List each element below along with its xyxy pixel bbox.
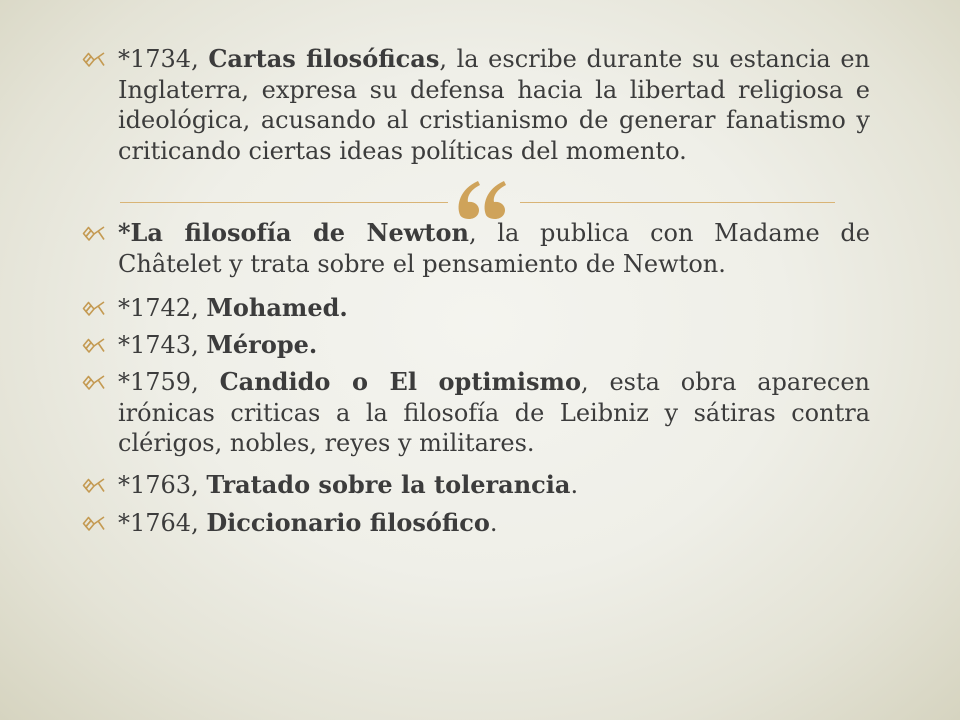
quill-bullet-icon — [82, 337, 106, 353]
double-quote-ornament-icon — [452, 175, 514, 221]
divider-rule-right — [520, 202, 835, 203]
quill-bullet-icon — [82, 51, 106, 67]
list-item — [118, 508, 870, 539]
quill-bullet-icon — [82, 300, 106, 316]
list-item — [118, 367, 870, 459]
list-item — [118, 330, 870, 361]
item-5-text: *1759, Candido o El optimismo, esta obra aparecen irónicas criticas a la filosofía de Leibniz y sátiras contra clérigos, nobles, reyes y militares. — [118, 367, 870, 457]
quill-bullet-icon — [82, 477, 106, 493]
quill-bullet-icon — [82, 225, 106, 241]
item-3-text: *1742, Mohamed. — [118, 293, 348, 322]
item-2-text: *La filosofía de Newton, la publica con Madame de Châtelet y trata sobre el pensamiento de Newton. — [118, 218, 870, 278]
divider-rule-left — [120, 202, 448, 203]
quill-bullet-icon — [82, 374, 106, 390]
quill-bullet-icon — [82, 515, 106, 531]
item-7-text: *1764, Diccionario filosófico. — [118, 508, 498, 537]
item-1-text: *1734, Cartas filosóficas, la escribe durante su estancia en Inglaterra, expresa su defensa hacia la libertad religiosa e ideológica, acusando al cristianismo de generar fanatismo y criticando ciertas ideas políticas del momento. — [118, 44, 870, 165]
item-4-text: *1743, Mérope. — [118, 330, 318, 359]
list-item — [118, 293, 870, 324]
list-item — [118, 470, 870, 501]
list-item — [118, 44, 870, 166]
item-6-text: *1763, Tratado sobre la tolerancia. — [118, 470, 579, 499]
list-item — [118, 218, 870, 279]
